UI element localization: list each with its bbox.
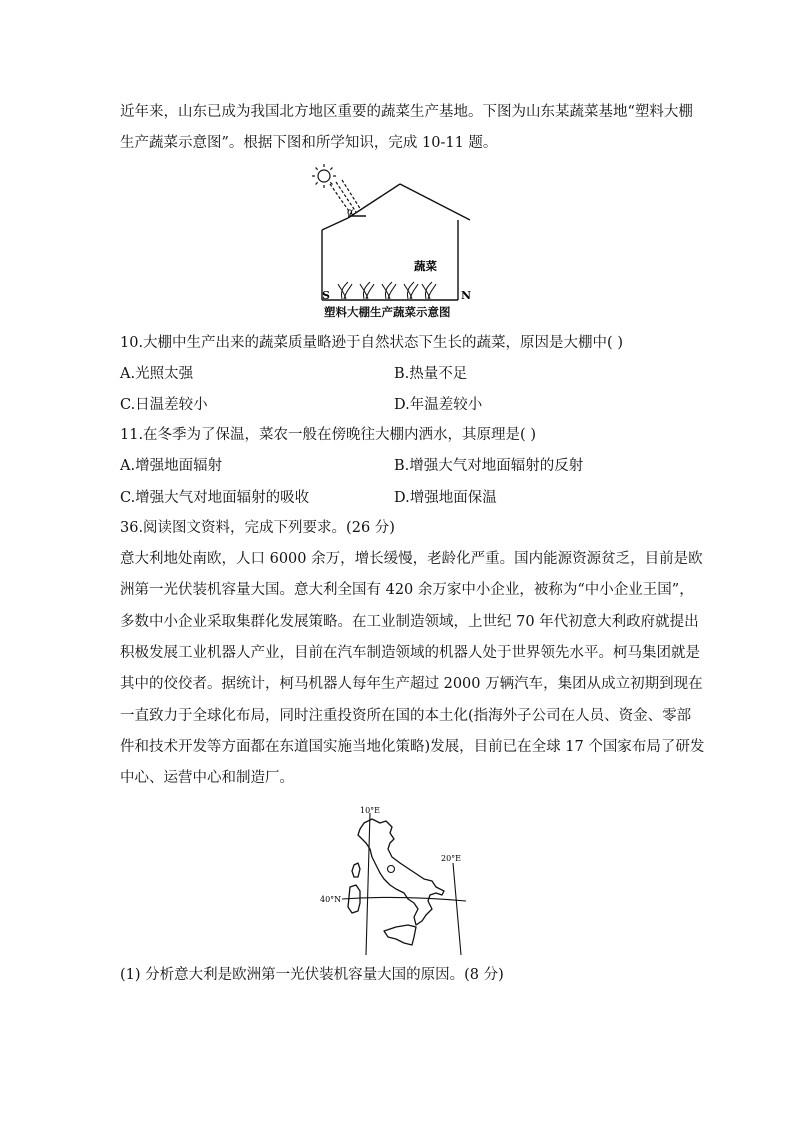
alpha-label: α xyxy=(347,207,354,218)
q36-paragraph-line-5: 其中的佼佼者。据统计，柯马机器人每年生产超过 2000 万辆汽车，集团从成立初期到现在 xyxy=(120,676,703,692)
figure1-caption: 塑料大棚生产蔬菜示意图 xyxy=(324,305,451,319)
label-20e: 20°E xyxy=(441,854,462,863)
vegetable-plants xyxy=(338,282,436,299)
q36-paragraph-line-2: 洲第一光伏装机容量大国。意大利全国有 420 余万家中小企业，被称为“中小企业王国”， xyxy=(120,582,694,598)
sun-icon xyxy=(312,164,336,188)
q11-option-a: A.增强地面辐射 xyxy=(120,458,223,474)
q11-option-c: C.增强大气对地面辐射的吸收 xyxy=(120,490,310,506)
q11-stem: 11.在冬季为了保温，菜农一般在傍晚往大棚内洒水，其原理是( ) xyxy=(120,427,536,443)
sicily xyxy=(384,925,416,945)
south-label: S xyxy=(322,289,330,302)
label-10e: 10°E xyxy=(360,806,381,815)
q10-stem: 10.大棚中生产出来的蔬菜质量略逊于自然状态下生长的蔬菜，原因是大棚中( ) xyxy=(120,335,623,351)
italy-map xyxy=(320,805,480,960)
q10-option-d: D.年温差较小 xyxy=(394,397,483,413)
q11-option-b: B.增强大气对地面辐射的反射 xyxy=(394,458,584,474)
meridian-20e xyxy=(453,863,461,955)
rome-marker xyxy=(388,866,395,873)
q36-paragraph-line-6: 一直致力于全球化布局，同时注重投资所在国的本土化(指海外子公司在人员、资金、零部 xyxy=(120,708,692,724)
q10-option-c: C.日温差较小 xyxy=(120,397,208,413)
q10-option-a: A.光照太强 xyxy=(120,366,194,382)
q36-paragraph-line-3: 多数中小企业采取集群化发展策略。在工业制造领域，上世纪 70 年代初意大利政府就提出 xyxy=(120,614,699,630)
north-label: N xyxy=(461,289,472,302)
q11-option-d: D.增强地面保温 xyxy=(394,490,497,506)
italy-mainland xyxy=(358,819,444,925)
greenhouse-diagram xyxy=(300,160,500,320)
q36-subquestion-1: (1) 分析意大利是欧洲第一光伏装机容量大国的原因。(8 分) xyxy=(120,967,504,983)
label-40n: 40°N xyxy=(320,895,342,904)
corsica xyxy=(352,863,360,877)
meridian-10e xyxy=(366,813,370,955)
q36-stem: 36.阅读图文资料，完成下列要求。(26 分) xyxy=(120,520,395,536)
q10-option-b: B.热量不足 xyxy=(394,366,468,382)
intro-line-1: 近年来，山东已成为我国北方地区重要的蔬菜生产基地。下图为山东某蔬菜基地“塑料大棚 xyxy=(120,104,693,120)
greenhouse-outline xyxy=(322,184,470,300)
intro-line-2: 生产蔬菜示意图”。根据下图和所学知识，完成 10-11 题。 xyxy=(120,135,498,151)
q36-paragraph-line-7: 件和技术开发等方面都在东道国实施当地化策略)发展，目前已在全球 17 个国家布局了研发 xyxy=(120,739,705,755)
q36-paragraph-line-1: 意大利地处南欧，人口 6000 余万，增长缓慢，老龄化严重。国内能源资源贫乏，目前是欧 xyxy=(120,551,703,567)
vegetable-label: 蔬菜 xyxy=(414,259,437,273)
q36-paragraph-line-8: 中心、运营中心和制造厂。 xyxy=(120,770,294,786)
q36-paragraph-line-4: 积极发展工业机器人产业，目前在汽车制造领域的机器人处于世界领先水平。柯马集团就是 xyxy=(120,645,700,661)
sun-rays xyxy=(330,180,361,214)
